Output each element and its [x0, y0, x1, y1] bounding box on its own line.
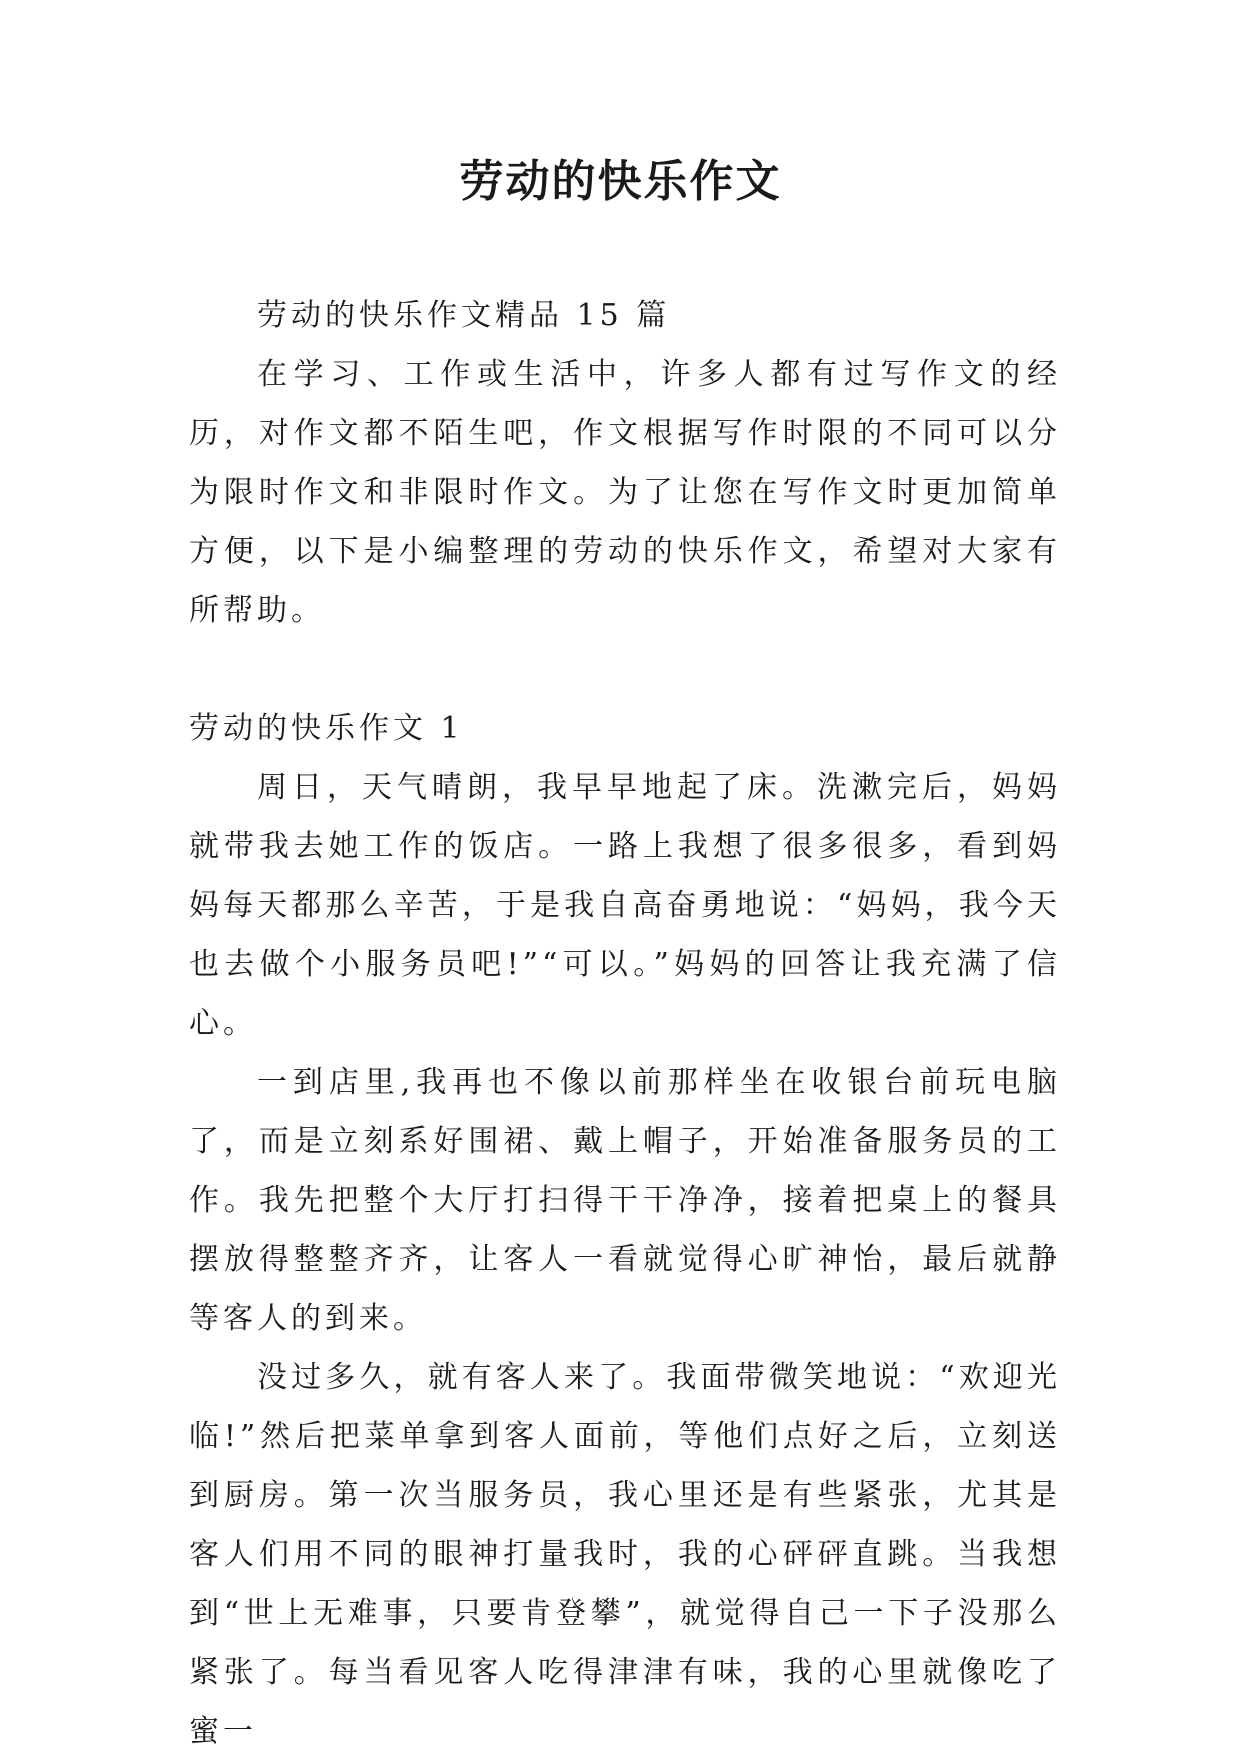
section-heading: 劳动的快乐作文 1 [189, 711, 464, 746]
document-title: 劳动的快乐作文 [459, 156, 782, 207]
section-paragraph-3: 没过多久，就有客人来了。我面带微笑地说：“欢迎光临!”然后把菜单拿到客人面前，等他们点好之后，立刻送到厨房。第一次当服务员，我心里还是有些紧张，尤其是客人们用不同的眼神打量我时，我的心砰砰直跳。当我想到“世上无难事，只要肯登攀”，就觉得自己一下子没那么紧张了。每当看见客人吃得津津有味，我的心里就像吃了蜜一 [189, 1360, 1061, 1749]
document-subtitle: 劳动的快乐作文精品 15 篇 [257, 298, 671, 333]
section-spacer [189, 640, 1061, 699]
section-paragraph-1: 周日，天气晴朗，我早早地起了床。洗漱完后，妈妈就带我去她工作的饭店。一路上我想了很多很多，看到妈妈每天都那么辛苦，于是我自高奋勇地说：“妈妈，我今天也去做个小服务员吧!”“可以。”妈妈的回答让我充满了信心。 [189, 770, 1061, 1041]
intro-paragraph: 在学习、工作或生活中，许多人都有过写作文的经历，对作文都不陌生吧，作文根据写作时限的不同可以分为限时作文和非限时作文。为了让您在写作文时更加简单方便，以下是小编整理的劳动的快乐作文，希望对大家有所帮助。 [189, 357, 1061, 628]
section-paragraph-2: 一到店里,我再也不像以前那样坐在收银台前玩电脑了，而是立刻系好围裙、戴上帽子，开始准备服务员的工作。我先把整个大厅打扫得干干净净，接着把桌上的餐具摆放得整整齐齐，让客人一看就觉得心旷神怡，最后就静等客人的到来。 [189, 1065, 1061, 1336]
document-body [189, 286, 1061, 1761]
